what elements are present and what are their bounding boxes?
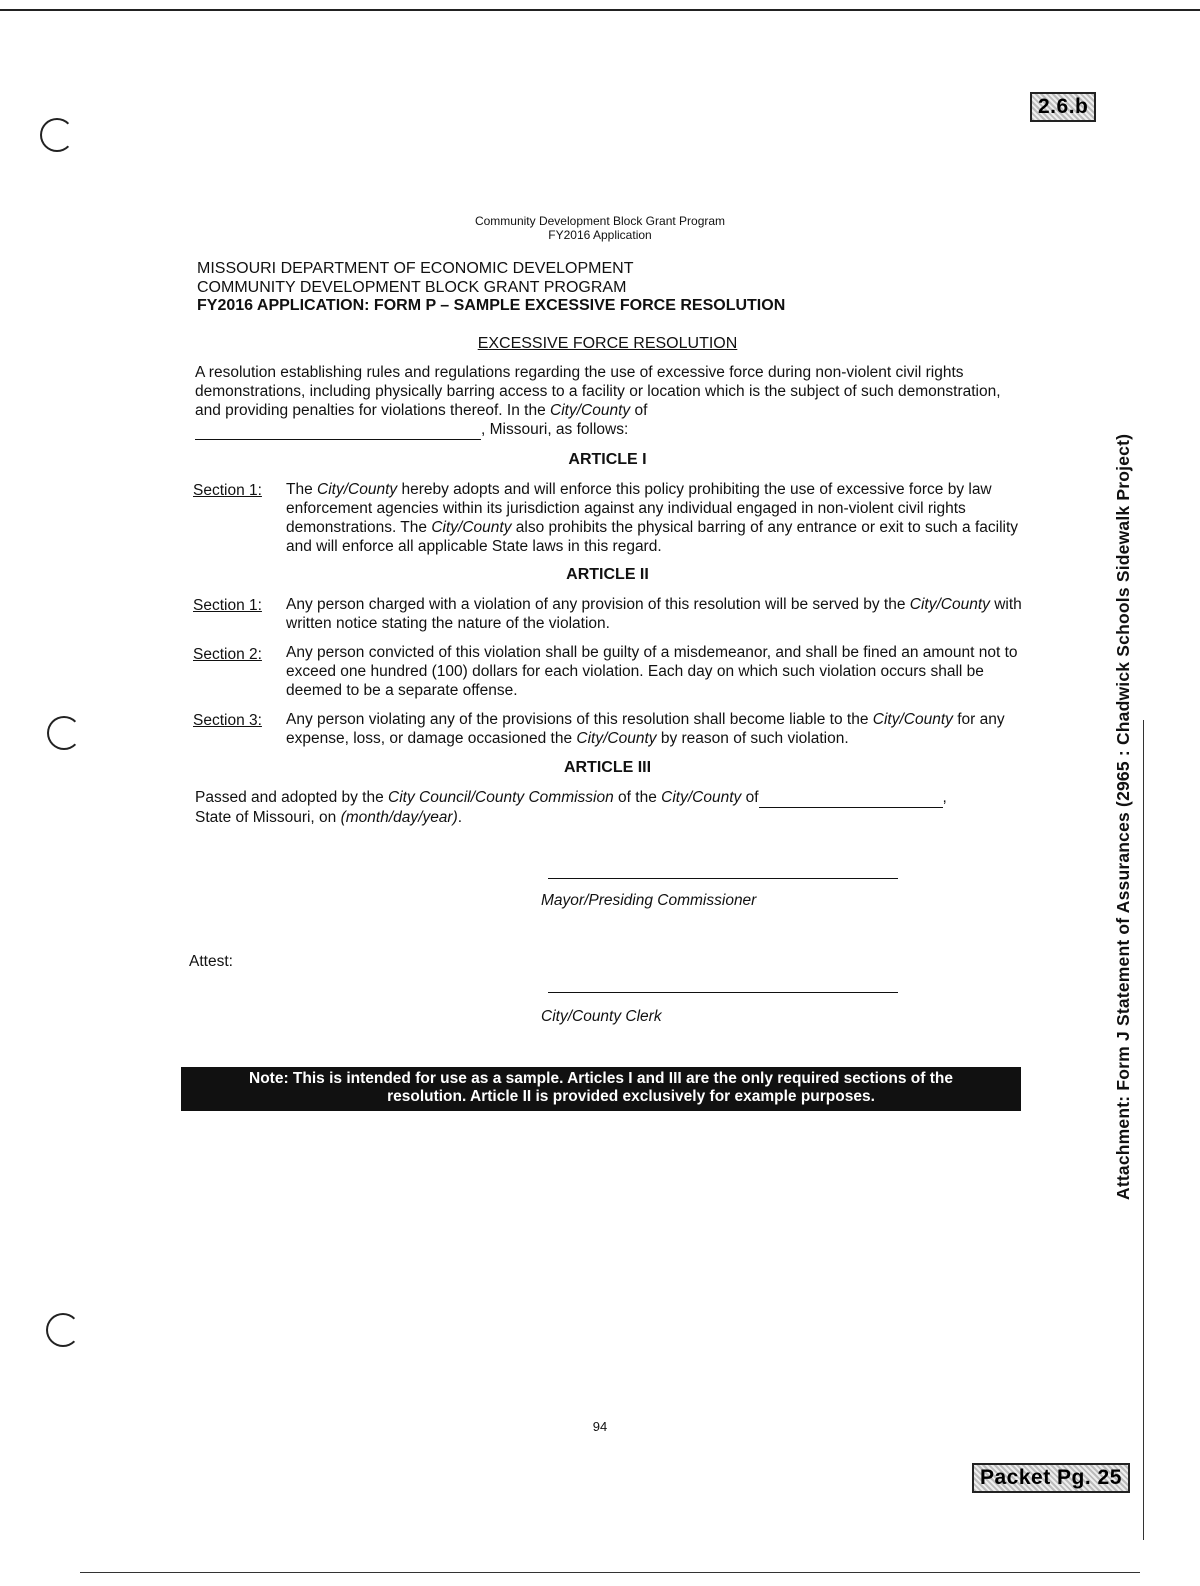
stamp-top: 2.6.b <box>1030 92 1096 122</box>
a2s3-t2: for any expense, loss, or damage occasioned the <box>286 711 1005 747</box>
a3-t4: , <box>942 789 947 806</box>
top-scan-border <box>0 9 1200 11</box>
a3-t1: Passed and adopted by the <box>195 789 389 806</box>
a3-line2-a: State of Missouri, on <box>195 809 341 826</box>
a1s1-t1: The <box>286 481 318 498</box>
punch-hole-middle <box>47 716 81 750</box>
article3-blank-line <box>759 788 943 808</box>
intro-paragraph <box>195 363 1015 440</box>
mayor-signature-line <box>548 878 898 879</box>
article2-section1-label: Section 1: <box>193 597 262 614</box>
article2-section2-text: Any person convicted of this violation shall be guilty of a misdemeanor, and shall be fined an amount not to exceed one hundred (100) dollars for each violation. Each day on which such violation occurs shall be deemed to be a separate offense. <box>286 644 1018 699</box>
article2-section3-text <box>286 710 1026 748</box>
clerk-signature-label: City/County Clerk <box>541 1008 662 1025</box>
heading-line2: COMMUNITY DEVELOPMENT BLOCK GRANT PROGRAM <box>197 279 627 296</box>
punch-hole-top <box>40 118 74 152</box>
a1s1-t2: hereby adopts and will enforce this policy prohibiting the use of excessive force by law enforcement agencies within its jurisdiction against any individual engaged in non-violent civil rights demonstrations. The <box>286 481 992 536</box>
attachment-side-label: Attachment: Form J Statement of Assurances (2965 : Chadwick Schools Sidewalk Project) <box>1113 433 1133 1200</box>
bottom-scan-border <box>80 1572 1140 1573</box>
a2s1-i1: City/County <box>909 596 990 613</box>
mayor-signature-label: Mayor/Presiding Commissioner <box>541 892 757 909</box>
intro-text-b: of <box>630 402 648 419</box>
page-number: 94 <box>592 1419 608 1434</box>
a1s1-t3: also prohibits the physical barring of any entrance or exit to such a facility and will enforce all applicable State laws in this regard. <box>286 519 1019 555</box>
heading-line1: MISSOURI DEPARTMENT OF ECONOMIC DEVELOPMENT <box>197 260 634 277</box>
a2s1-t1: Any person charged with a violation of any provision of this resolution will be served by the <box>286 596 910 613</box>
article1-section1-text <box>286 480 1026 556</box>
right-scan-border <box>1143 720 1144 1540</box>
article2-section3-label: Section 3: <box>193 712 262 729</box>
a2s3-t3: by reason of such violation. <box>656 730 849 747</box>
a2s1-t2: with written notice stating the nature of the violation. <box>286 596 1022 632</box>
a3-t3: of <box>741 789 759 806</box>
intro-blank-line <box>195 420 481 440</box>
program-header <box>0 214 1200 242</box>
article2-section1-text <box>286 595 1026 633</box>
resolution-title: EXCESSIVE FORCE RESOLUTION <box>477 335 738 352</box>
article3-title: ARTICLE III <box>563 759 652 776</box>
a3-line2-i: (month/day/year) <box>340 809 458 826</box>
note-line1: Note: This is intended for use as a sample. Articles I and III are the only required sections of the <box>249 1070 953 1087</box>
intro-text-a: A resolution establishing rules and regulations regarding the use of excessive force during non-violent civil rights demonstrations, including physically barring access to a facility or location which is the subject of such demonstration, and providing penalties for violations thereof. In the <box>195 364 1001 419</box>
attest-label: Attest: <box>189 953 233 970</box>
a3-i1: City Council/County Commission <box>388 789 614 806</box>
clerk-signature-line <box>548 992 898 993</box>
a1s1-i2: City/County <box>431 519 512 536</box>
article1-section1-label: Section 1: <box>193 482 262 499</box>
a2s3-i1: City/County <box>872 711 953 728</box>
article2-title: ARTICLE II <box>566 566 649 583</box>
heading-line3: FY2016 APPLICATION: FORM P – SAMPLE EXCESSIVE FORCE RESOLUTION <box>197 297 786 314</box>
a2s3-t1: Any person violating any of the provisions of this resolution shall become liable to the <box>286 711 873 728</box>
note-banner <box>181 1067 1021 1111</box>
a1s1-i1: City/County <box>317 481 398 498</box>
intro-italic: City/County <box>550 402 631 419</box>
a3-t2: of the <box>613 789 662 806</box>
article1-title: ARTICLE I <box>568 451 647 468</box>
a3-i2: City/County <box>661 789 742 806</box>
program-header-line2: FY2016 Application <box>548 228 652 242</box>
article3-paragraph <box>195 788 1015 827</box>
article2-section2-label: Section 2: <box>193 646 262 663</box>
a2s3-i2: City/County <box>576 730 657 747</box>
a3-line2-b: . <box>457 809 463 826</box>
stamp-bottom: Packet Pg. 25 <box>972 1463 1130 1493</box>
intro-tail: , Missouri, as follows: <box>481 421 629 438</box>
punch-hole-bottom <box>46 1313 80 1347</box>
note-line2: resolution. Article II is provided exclusively for example purposes. <box>387 1088 875 1105</box>
program-header-line1: Community Development Block Grant Program <box>474 214 726 228</box>
